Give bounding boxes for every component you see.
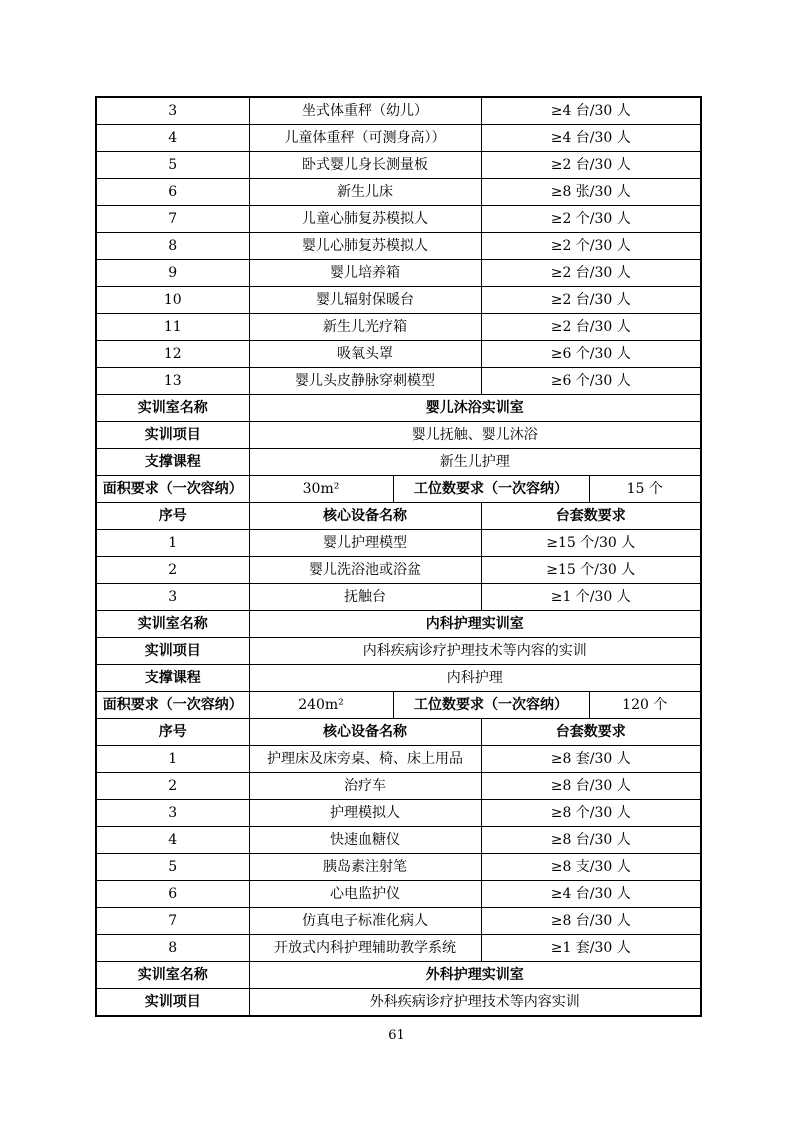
table-row: [96, 935, 701, 962]
equipment-name-cell: 护理模拟人: [249, 800, 481, 827]
seq-cell: 1: [96, 746, 249, 773]
quantity-cell: ≥6 个/30 人: [481, 368, 701, 395]
area-requirement-label-cell: 面积要求（一次容纳）: [96, 692, 249, 719]
table-row: [96, 422, 701, 449]
table-row: [96, 746, 701, 773]
equipment-name-cell: 吸氧头罩: [249, 341, 481, 368]
seq-cell: 3: [96, 800, 249, 827]
seq-cell: 2: [96, 557, 249, 584]
table-row: [96, 476, 701, 503]
equipment-name-header-cell: 核心设备名称: [249, 719, 481, 746]
row-label-cell: 实训项目: [96, 638, 249, 665]
page-number: 61: [388, 1028, 405, 1043]
stations-requirement-value-cell: 120 个: [589, 692, 701, 719]
table-row: [96, 854, 701, 881]
seq-cell: 12: [96, 341, 249, 368]
equipment-name-cell: 婴儿培养箱: [249, 260, 481, 287]
quantity-cell: ≥2 台/30 人: [481, 314, 701, 341]
equipment-name-cell: 治疗车: [249, 773, 481, 800]
table-row: [96, 530, 701, 557]
quantity-cell: ≥2 台/30 人: [481, 152, 701, 179]
row-label-cell: 实训项目: [96, 422, 249, 449]
row-label-cell: 实训室名称: [96, 611, 249, 638]
table-row: [96, 584, 701, 611]
row-label-cell: 支撑课程: [96, 449, 249, 476]
equipment-name-cell: 卧式婴儿身长测量板: [249, 152, 481, 179]
table-row: [96, 773, 701, 800]
equipment-name-cell: 坐式体重秤（幼儿）: [249, 97, 481, 125]
stations-requirement-label-cell: 工位数要求（一次容纳）: [393, 692, 589, 719]
seq-header-cell: 序号: [96, 719, 249, 746]
table-row: [96, 152, 701, 179]
quantity-cell: ≥8 台/30 人: [481, 908, 701, 935]
table-row: [96, 611, 701, 638]
table-row: [96, 97, 701, 125]
table-row: [96, 206, 701, 233]
equipment-name-cell: 儿童心肺复苏模拟人: [249, 206, 481, 233]
row-value-cell: 新生儿护理: [249, 449, 701, 476]
seq-cell: 4: [96, 827, 249, 854]
equipment-name-cell: 婴儿辐射保暖台: [249, 287, 481, 314]
equipment-name-cell: 快速血糖仪: [249, 827, 481, 854]
seq-cell: 5: [96, 152, 249, 179]
table-row: [96, 557, 701, 584]
seq-cell: 3: [96, 97, 249, 125]
seq-cell: 13: [96, 368, 249, 395]
seq-cell: 1: [96, 530, 249, 557]
quantity-cell: ≥2 台/30 人: [481, 260, 701, 287]
equipment-name-cell: 开放式内科护理辅助教学系统: [249, 935, 481, 962]
table-row: [96, 287, 701, 314]
seq-cell: 5: [96, 854, 249, 881]
table-row: [96, 908, 701, 935]
table-row: [96, 881, 701, 908]
seq-cell: 9: [96, 260, 249, 287]
row-value-cell: 内科护理: [249, 665, 701, 692]
seq-cell: 6: [96, 881, 249, 908]
row-label-cell: 实训室名称: [96, 962, 249, 989]
quantity-cell: ≥1 套/30 人: [481, 935, 701, 962]
equipment-name-cell: 护理床及床旁桌、椅、床上用品: [249, 746, 481, 773]
table-row: [96, 449, 701, 476]
row-value-cell: 婴儿沐浴实训室: [249, 395, 701, 422]
quantity-cell: ≥2 个/30 人: [481, 233, 701, 260]
seq-cell: 10: [96, 287, 249, 314]
seq-cell: 4: [96, 125, 249, 152]
row-label-cell: 实训项目: [96, 989, 249, 1017]
seq-cell: 3: [96, 584, 249, 611]
equipment-name-cell: 心电监护仪: [249, 881, 481, 908]
equipment-name-header-cell: 核心设备名称: [249, 503, 481, 530]
table-row: [96, 827, 701, 854]
row-value-cell: 外科疾病诊疗护理技术等内容实训: [249, 989, 701, 1017]
quantity-cell: ≥8 支/30 人: [481, 854, 701, 881]
equipment-name-cell: 婴儿心肺复苏模拟人: [249, 233, 481, 260]
seq-cell: 8: [96, 935, 249, 962]
stations-requirement-value-cell: 15 个: [589, 476, 701, 503]
area-requirement-value-cell: 240m²: [249, 692, 393, 719]
table-row: [96, 962, 701, 989]
equipment-name-cell: 新生儿床: [249, 179, 481, 206]
seq-cell: 7: [96, 908, 249, 935]
quantity-cell: ≥15 个/30 人: [481, 530, 701, 557]
quantity-cell: ≥8 台/30 人: [481, 827, 701, 854]
equipment-name-cell: 婴儿头皮静脉穿刺模型: [249, 368, 481, 395]
row-value-cell: 内科护理实训室: [249, 611, 701, 638]
seq-cell: 2: [96, 773, 249, 800]
row-label-cell: 支撑课程: [96, 665, 249, 692]
equipment-name-cell: 胰岛素注射笔: [249, 854, 481, 881]
area-requirement-label-cell: 面积要求（一次容纳）: [96, 476, 249, 503]
table-row: [96, 692, 701, 719]
quantity-cell: ≥2 个/30 人: [481, 206, 701, 233]
seq-cell: 8: [96, 233, 249, 260]
row-value-cell: 外科护理实训室: [249, 962, 701, 989]
equipment-name-cell: 新生儿光疗箱: [249, 314, 481, 341]
row-label-cell: 实训室名称: [96, 395, 249, 422]
training-room-equipment-table: [95, 96, 702, 1017]
row-value-cell: 内科疾病诊疗护理技术等内容的实训: [249, 638, 701, 665]
quantity-cell: ≥4 台/30 人: [481, 881, 701, 908]
quantity-cell: ≥8 台/30 人: [481, 773, 701, 800]
equipment-name-cell: 婴儿护理模型: [249, 530, 481, 557]
quantity-cell: ≥1 个/30 人: [481, 584, 701, 611]
table-row: [96, 341, 701, 368]
equipment-name-cell: 婴儿洗浴池或浴盆: [249, 557, 481, 584]
table-row: [96, 638, 701, 665]
quantity-cell: ≥2 台/30 人: [481, 287, 701, 314]
row-value-cell: 婴儿抚触、婴儿沐浴: [249, 422, 701, 449]
table-row: [96, 233, 701, 260]
seq-cell: 7: [96, 206, 249, 233]
seq-header-cell: 序号: [96, 503, 249, 530]
equipment-name-cell: 仿真电子标准化病人: [249, 908, 481, 935]
quantity-header-cell: 台套数要求: [481, 503, 701, 530]
table-row: [96, 260, 701, 287]
equipment-name-cell: 抚触台: [249, 584, 481, 611]
quantity-header-cell: 台套数要求: [481, 719, 701, 746]
table-row: [96, 800, 701, 827]
quantity-cell: ≥8 张/30 人: [481, 179, 701, 206]
seq-cell: 6: [96, 179, 249, 206]
table-row: [96, 719, 701, 746]
quantity-cell: ≥8 个/30 人: [481, 800, 701, 827]
table-row: [96, 125, 701, 152]
seq-cell: 11: [96, 314, 249, 341]
equipment-name-cell: 儿童体重秤（可测身高））: [249, 125, 481, 152]
table-row: [96, 503, 701, 530]
table-row: [96, 989, 701, 1017]
table-row: [96, 314, 701, 341]
table-body: [96, 97, 701, 1016]
quantity-cell: ≥15 个/30 人: [481, 557, 701, 584]
table-row: [96, 368, 701, 395]
quantity-cell: ≥4 台/30 人: [481, 97, 701, 125]
quantity-cell: ≥4 台/30 人: [481, 125, 701, 152]
stations-requirement-label-cell: 工位数要求（一次容纳）: [393, 476, 589, 503]
table-row: [96, 395, 701, 422]
quantity-cell: ≥8 套/30 人: [481, 746, 701, 773]
table-row: [96, 665, 701, 692]
area-requirement-value-cell: 30m²: [249, 476, 393, 503]
quantity-cell: ≥6 个/30 人: [481, 341, 701, 368]
table-row: [96, 179, 701, 206]
